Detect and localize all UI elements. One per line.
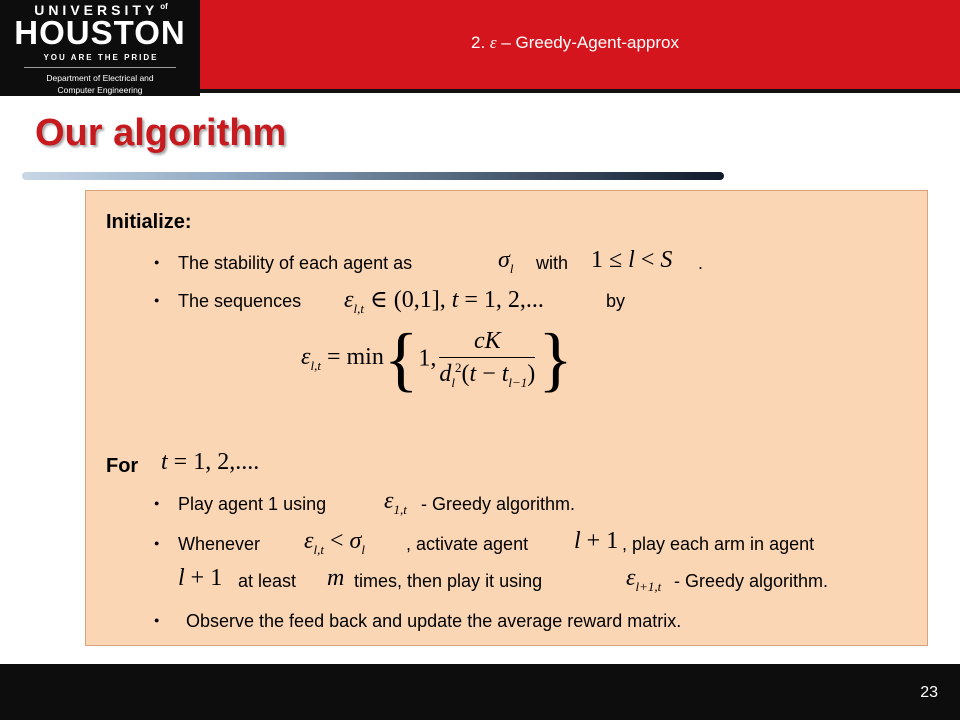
for-bullet-1-text-b: - Greedy algorithm. xyxy=(421,494,576,514)
epsilon-1t-formula: $\varepsilon_{1,t}$ xyxy=(384,488,407,517)
range-formula: 1 ≤ l < S xyxy=(591,247,673,273)
title-divider xyxy=(22,172,724,180)
header-title: 2. ε – Greedy-Agent-approx xyxy=(471,33,679,52)
m-formula: m xyxy=(327,565,345,591)
for-bullet-3-text: Observe the feed back and update the average reward matrix. xyxy=(186,611,682,631)
bullet-marker: ● xyxy=(154,498,160,508)
init-bullet-1-text-b: with xyxy=(536,253,569,273)
epsilon-less-sigma-formula: $\varepsilon_{l,t} < \sigma_l$ xyxy=(304,528,365,557)
for-bullet-1-text-a: Play agent 1 using xyxy=(178,494,327,514)
l-plus-one-formula: l + 1 xyxy=(574,528,619,554)
logo-houston-text: HOUSTON xyxy=(14,14,186,51)
bullet-marker: ● xyxy=(154,257,160,267)
university-logo xyxy=(0,0,200,96)
epsilon-sequence-formula: $\varepsilon_{l,t}$ ∈ (0,1], t = 1, 2,... xyxy=(344,287,544,316)
init-bullet-1-text-a: The stability of each agent as xyxy=(178,253,413,273)
for-heading: For xyxy=(106,455,139,477)
epsilon-definition-formula: $\varepsilon_{l,t} = \min\{1$, $\frac{cK}{d_l^2(t - t_{l-1})}$ } xyxy=(301,319,573,399)
sigma-l-formula: $\sigma_l$ xyxy=(498,247,514,276)
init-bullet-1-text-c: . xyxy=(698,253,704,273)
bullet-marker: ● xyxy=(154,615,160,625)
logo-tagline: YOU ARE THE PRIDE xyxy=(43,53,159,62)
algorithm-box xyxy=(85,190,928,646)
for-bullet-2-text-b: , activate agent xyxy=(406,534,529,554)
initialize-heading: Initialize: xyxy=(106,211,192,233)
page-number: 23 xyxy=(920,684,938,701)
logo-divider xyxy=(24,67,176,68)
department-name: Department of Electrical and Computer Engineering xyxy=(46,73,154,95)
bullet-marker: ● xyxy=(154,538,160,548)
bullet-marker: ● xyxy=(154,295,160,305)
logo-university-text: UNIVERSITY $^{of}$ xyxy=(34,2,168,18)
slide-title: Our algorithm xyxy=(35,112,287,154)
epsilon-l-plus-one-formula: $\varepsilon_{l+1,t}$ xyxy=(626,565,662,594)
for-bullet-2-text-f: - Greedy algorithm. xyxy=(674,571,829,591)
for-bullet-2-text-d: at least xyxy=(238,571,297,591)
init-bullet-2-text-a: The sequences xyxy=(178,291,302,311)
for-bullet-2-text-e: times, then play it using xyxy=(354,571,543,591)
l-plus-one-formula: l + 1 xyxy=(178,565,223,591)
for-bullet-2-text-c: , play each arm in agent xyxy=(622,534,815,554)
footer-bar xyxy=(0,664,960,720)
for-range-formula: t = 1, 2,.... xyxy=(161,449,260,475)
for-bullet-2-text-a: Whenever xyxy=(178,534,261,554)
init-bullet-2-text-b: by xyxy=(606,291,626,311)
